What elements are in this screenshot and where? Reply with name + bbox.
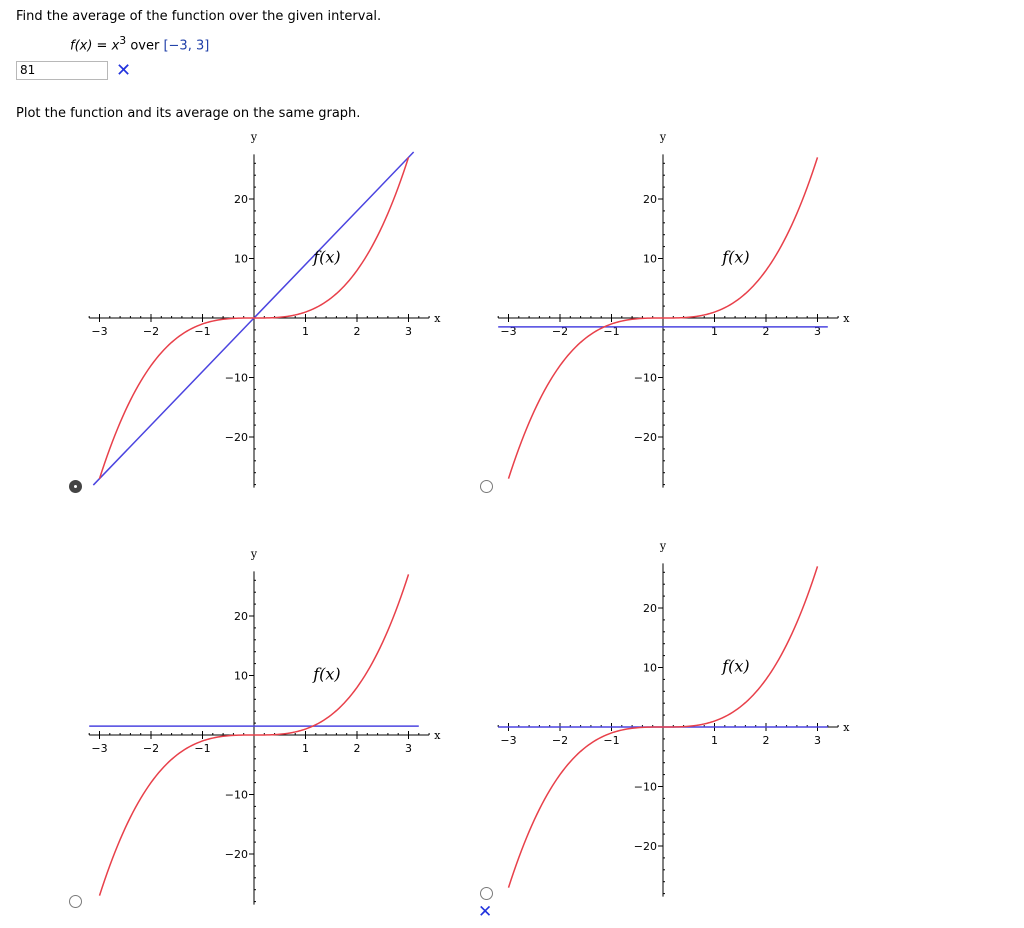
- x-tick-label: 1: [302, 325, 309, 338]
- x-tick-label: 3: [814, 734, 821, 747]
- y-tick-label: 20: [643, 602, 657, 615]
- x-tick-label: −1: [603, 734, 620, 747]
- graph-option-radio-1[interactable]: [69, 480, 82, 493]
- incorrect-graph-icon: ✕: [478, 902, 493, 922]
- y-axis-label: y: [250, 130, 258, 144]
- graph-option-radio-2[interactable]: [480, 480, 493, 493]
- incorrect-icon: ✕: [116, 60, 132, 81]
- x-tick-label: 1: [711, 325, 718, 338]
- y-axis-label: y: [250, 547, 258, 561]
- x-tick-label: −2: [551, 734, 569, 747]
- x-tick-label: 2: [353, 325, 361, 338]
- function-lhs: f(x): [70, 38, 93, 54]
- x-tick-label: −1: [603, 325, 620, 338]
- x-axis-label: x: [434, 312, 441, 325]
- x-tick-label: −3: [500, 325, 517, 338]
- y-tick-label: 10: [234, 252, 248, 266]
- y-tick-label: 10: [234, 669, 248, 683]
- x-tick-label: −2: [551, 325, 569, 338]
- y-tick-label: −20: [633, 431, 657, 444]
- function-equals: =: [92, 38, 112, 54]
- x-tick-label: −3: [500, 734, 517, 747]
- function-base: x: [111, 38, 120, 54]
- y-tick-label: 10: [643, 252, 657, 266]
- x-axis-label: x: [434, 729, 441, 742]
- function-exponent: 3: [119, 34, 127, 47]
- graph-4: [498, 539, 850, 896]
- y-tick-label: −10: [224, 371, 248, 385]
- x-tick-label: −1: [194, 325, 211, 338]
- x-tick-label: 3: [405, 325, 412, 338]
- x-axis-label: x: [843, 312, 850, 325]
- function-label: f(x): [722, 656, 750, 676]
- function-label: f(x): [313, 664, 341, 684]
- y-axis-label: y: [659, 539, 667, 553]
- function-interval: [−3, 3]: [163, 38, 210, 54]
- x-tick-label: −2: [142, 742, 160, 755]
- x-tick-label: 3: [405, 742, 412, 755]
- x-tick-label: 3: [814, 325, 821, 338]
- x-tick-label: 1: [302, 742, 309, 755]
- y-tick-label: −10: [224, 788, 248, 802]
- y-tick-label: −20: [224, 431, 248, 444]
- x-tick-label: −3: [91, 742, 108, 755]
- x-tick-label: −1: [194, 742, 211, 755]
- graph-option-radio-3[interactable]: [69, 895, 82, 908]
- graph-1: [89, 130, 441, 487]
- x-tick-label: 1: [711, 734, 718, 747]
- y-tick-label: 20: [234, 610, 248, 623]
- graph-3: [89, 547, 441, 904]
- function-label: f(x): [722, 247, 750, 267]
- function-label: f(x): [313, 247, 341, 267]
- graph-2: [498, 130, 850, 487]
- x-tick-label: −3: [91, 325, 108, 338]
- answer-input[interactable]: 81: [16, 61, 108, 80]
- x-axis-label: x: [843, 721, 850, 734]
- y-tick-label: −10: [633, 780, 657, 794]
- x-tick-label: 2: [762, 734, 770, 747]
- x-tick-label: 2: [353, 742, 361, 755]
- y-tick-label: −20: [224, 848, 248, 861]
- y-tick-label: 20: [234, 193, 248, 206]
- x-tick-label: 2: [762, 325, 770, 338]
- y-tick-label: 10: [643, 661, 657, 675]
- graph-option-radio-4[interactable]: [480, 887, 493, 900]
- plot-prompt: Plot the function and its average on the same graph.: [16, 106, 361, 121]
- y-tick-label: 20: [643, 193, 657, 206]
- function-over: over: [126, 38, 164, 54]
- y-tick-label: −20: [633, 840, 657, 853]
- y-axis-label: y: [659, 130, 667, 144]
- y-tick-label: −10: [633, 371, 657, 385]
- question-prompt: Find the average of the function over the given interval.: [16, 9, 382, 24]
- x-tick-label: −2: [142, 325, 160, 338]
